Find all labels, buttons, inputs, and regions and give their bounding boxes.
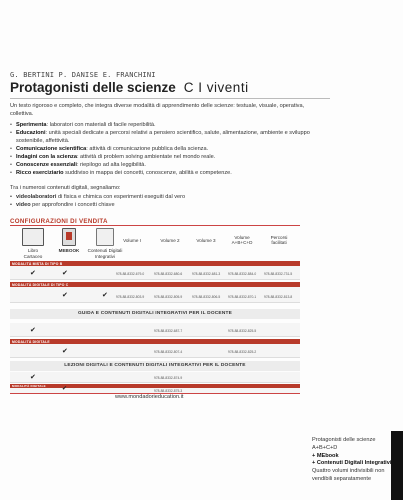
section-digital-c: MODALITÀ DIGITALE DI TIPO C xyxy=(10,282,300,287)
header-vol1: Volume I xyxy=(123,238,141,243)
digital-content-icon xyxy=(96,228,114,246)
feature-item: • Educazioni: unità speciali dedicate a percorsi relativi a pensiero scientifico, salute, alimentazione, ambiente e sviluppo sostenibile, affettività. xyxy=(10,129,320,145)
check-icon: ✔ xyxy=(30,374,36,381)
check-icon: ✔ xyxy=(62,386,68,392)
isbn-code: 978-88-8332-681-3 xyxy=(192,272,221,276)
isbn-code: 978-88-8332-805-9 xyxy=(154,295,183,299)
feature-item: • Conoscenze essenziali: riepilogo ad alta leggibilità. xyxy=(10,161,320,169)
header-volabcd: Volume A+B+C+D xyxy=(231,235,253,245)
feature-item: • Sperimenta: laboratori con materiali di facile reperibilità. xyxy=(10,121,320,129)
check-icon: ✔ xyxy=(62,292,68,299)
header-vol2: Volume 2 xyxy=(160,238,180,243)
mebook-icon xyxy=(62,228,76,246)
spine-edge xyxy=(391,431,403,500)
table-row xyxy=(10,323,300,337)
book-title xyxy=(10,80,249,95)
product-note: Quattro volumi indivisibili non vendibili separatamente xyxy=(312,468,385,482)
isbn-code: 978-88-8332-825-2 xyxy=(228,350,257,354)
product-name: Protagonisti delle scienze A+B+C+D xyxy=(312,437,376,451)
digital-item: • video per approfondire i concetti chiave xyxy=(10,201,320,209)
table-row xyxy=(10,344,300,358)
isbn-code: 978-88-8332-679-0 xyxy=(116,272,145,276)
check-icon: ✔ xyxy=(30,327,36,334)
digital-list xyxy=(10,193,320,209)
lessons-band: LEZIONI DIGITALI E CONTENUTI DIGITALI INTEGRATIVI PER IL DOCENTE xyxy=(10,361,300,371)
product-info xyxy=(312,437,398,484)
sales-config-title: CONFIGURAZIONI DI VENDITA xyxy=(10,218,108,225)
feature-item: • Ricco eserciziario suddiviso in mappa dei concetti, conoscenze, abilità e competenze. xyxy=(10,169,320,177)
header-libro: Libro Cartaceo xyxy=(23,248,43,259)
features-list xyxy=(10,121,320,177)
title-main: Protagonisti delle scienze xyxy=(10,80,176,95)
digital-item: • videolaboratori di fisica e chimica con esperimenti eseguiti dal vero xyxy=(10,193,320,201)
teacher-guide-band: GUIDA E CONTENUTI DIGITALI INTEGRATIVI PER IL DOCENTE xyxy=(10,309,300,319)
section-digital: MODALITÀ DIGITALE xyxy=(10,339,300,344)
isbn-code: 978-88-8332-870-1 xyxy=(228,295,257,299)
isbn-code: 978-88-8332-803-9 xyxy=(116,295,145,299)
section-mixed-b: MODALITÀ MISTA DI TIPO B xyxy=(10,261,300,266)
header-contenuti: Contenuti Digitali Integrativi xyxy=(87,248,123,259)
product-plus-content: + Contenuti Digitali Integrativi xyxy=(312,460,392,467)
publisher-url: www.mondadorieducation.it xyxy=(115,394,184,400)
table-row xyxy=(10,266,300,280)
product-plus-mebook: + MEbook xyxy=(312,452,339,459)
isbn-code: 978-88-8332-884-0 xyxy=(228,272,257,276)
isbn-code: 978-88-8332-806-5 xyxy=(192,295,221,299)
title-subtitle: C I viventi xyxy=(183,80,249,95)
table-row xyxy=(10,287,300,303)
isbn-code: 978-88-8332-807-4 xyxy=(154,350,183,354)
book-icon xyxy=(22,228,44,246)
header-percorsi: Percorsi facilitati xyxy=(270,235,288,245)
header-mebook: MEBOOK xyxy=(58,248,80,253)
check-icon: ✔ xyxy=(62,348,68,355)
config-header-row xyxy=(10,226,300,260)
section-digital-2: MODALITÀ DIGITALE xyxy=(10,384,300,388)
isbn-code: 978-88-8332-731-5 xyxy=(264,272,293,276)
table-row xyxy=(10,372,300,383)
feature-item: • Comunicazione scientifica: attività di comunicazione pubblica della scienza. xyxy=(10,145,320,153)
isbn-code: 978-88-8332-875-3 xyxy=(154,389,183,393)
check-icon: ✔ xyxy=(102,292,108,299)
isbn-code: 978-88-8332-813-8 xyxy=(264,295,293,299)
digital-intro: Tra i numerosi contenuti digitali, segnaliamo: xyxy=(10,185,121,191)
authors: G. BERTINI P. DANISE E. FRANCHINI xyxy=(10,71,156,79)
feature-item: • Indagini con la scienza: attività di problem solving ambientate nel mondo reale. xyxy=(10,153,320,161)
check-icon: ✔ xyxy=(30,270,36,277)
intro-text: Un testo rigoroso e completo, che integra diverse modalità di apprendimento delle scienze: testuale, visuale, operativa, collettiva. xyxy=(10,103,305,117)
isbn-code: 978-88-8332-680-6 xyxy=(154,272,183,276)
isbn-code: 978-88-8332-874-9 xyxy=(154,376,183,380)
check-icon: ✔ xyxy=(62,270,68,277)
header-vol3: Volume 3 xyxy=(196,238,216,243)
title-divider xyxy=(10,98,330,99)
isbn-code: 978-88-8332-687-7 xyxy=(154,329,183,333)
isbn-code: 978-88-8332-825-5 xyxy=(228,329,257,333)
